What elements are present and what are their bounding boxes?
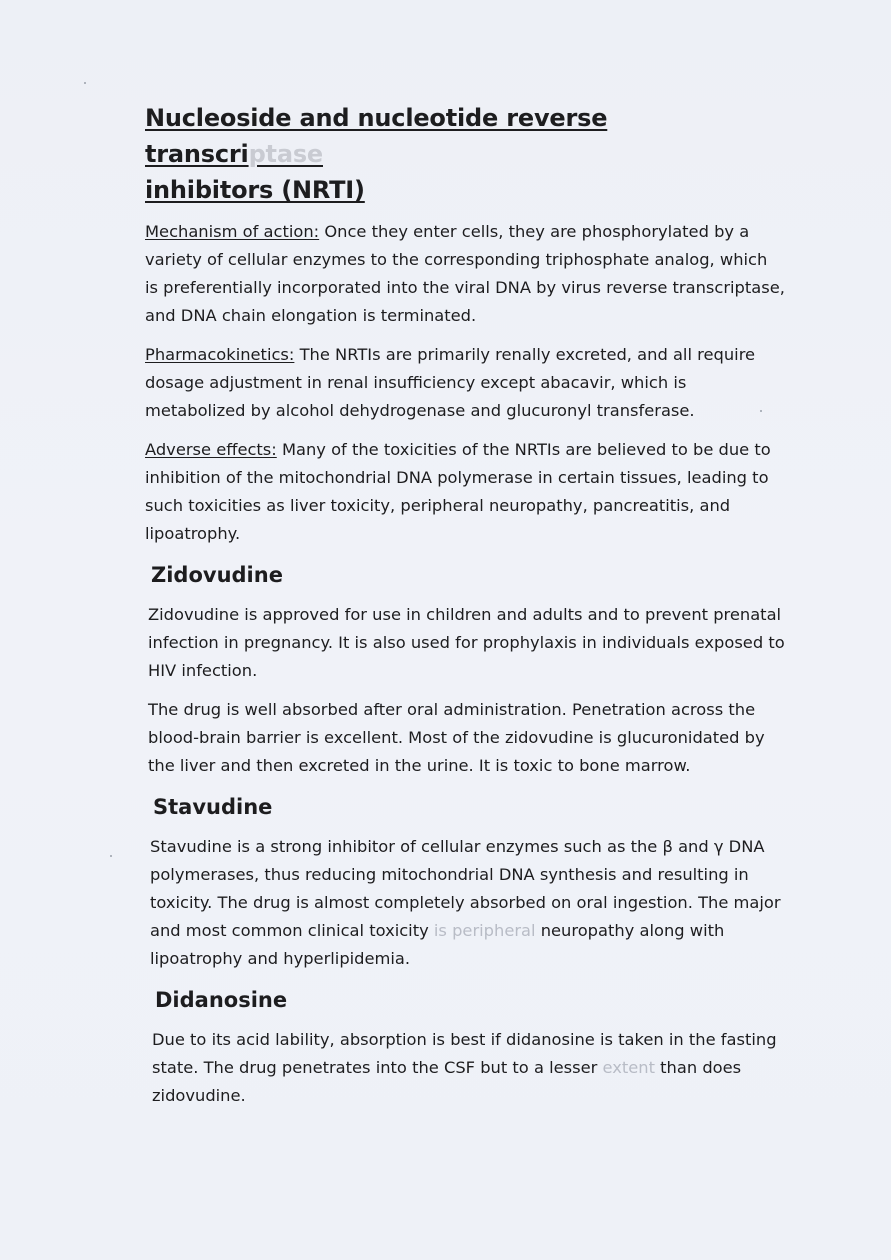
stavudine-text: Stavudine is a strong inhibitor of cellular enzymes such as the β and γ DNA polymerases, thus reducing mitochondrial DNA synthesis and resulting in toxicity. The drug is almost completely absorbed on oral ingestion. The major and most common clinical toxicity (150, 837, 781, 940)
mechanism-text: Once they enter cells, they are phosphorylated by a variety of cellular enzymes to the corresponding triphosphate analog, which is preferentially incorporated into the viral DNA by virus reverse transcriptase, and DNA chain elongation is terminated. (145, 222, 785, 325)
adverse-effects-text: Many of the toxicities of the NRTIs are believed to be due to inhibition of the mitochondrial DNA polymerase in certain tissues, leading to such toxicities as liver toxicity, peripheral neuropathy, pancreatitis, and lipoatrophy. (145, 440, 771, 543)
stavudine-text-end: neuropathy along with lipoatrophy and hyperlipidemia. (150, 921, 725, 968)
section-stavudine (150, 791, 785, 973)
didanosine-text-end: than does zidovudine. (152, 1058, 742, 1105)
title-line2: inhibitors (NRTI) (145, 176, 365, 204)
mechanism-label: Mechanism of action: (145, 222, 320, 241)
title-main: Nucleoside and nucleotide reverse transcri (145, 104, 608, 168)
zidovudine-paragraph-1: Zidovudine is approved for use in children and adults and to prevent prenatal infection in pregnancy. It is also used for prophylaxis in individuals exposed to HIV infection. (148, 605, 785, 680)
heading-didanosine: Didanosine (155, 988, 288, 1012)
zidovudine-paragraph-2: The drug is well absorbed after oral administration. Penetration across the blood-brain barrier is excellent. Most of the zidovudine is glucuronidated by the liver and then excreted in the urine. It is toxic to bone marrow. (148, 700, 765, 775)
mechanism-paragraph (145, 218, 785, 330)
adverse-effects-paragraph (145, 436, 785, 548)
pharmacokinetics-text: The NRTIs are primarily renally excreted, and all require dosage adjustment in renal insufficiency except abacavir, which is metabolized by alcohol dehydrogenase and glucuronyl transferase. (145, 345, 756, 420)
stavudine-paragraph (150, 833, 785, 973)
pharmacokinetics-label: Pharmacokinetics: (145, 345, 295, 364)
section-didanosine (152, 984, 785, 1110)
stavudine-faint-text: is peripheral (428, 921, 536, 940)
section-zidovudine (148, 559, 785, 780)
didanosine-text: Due to its acid lability, absorption is best if didanosine is taken in the fasting state. The drug penetrates into the CSF but to a lesser (152, 1030, 777, 1077)
title-faded: ptase (248, 140, 323, 168)
adverse-effects-label: Adverse effects: (145, 440, 277, 459)
didanosine-faint-text: extent (597, 1058, 655, 1077)
page-title (145, 100, 785, 208)
heading-stavudine: Stavudine (153, 795, 273, 819)
heading-zidovudine: Zidovudine (151, 563, 283, 587)
document-body (145, 100, 785, 1121)
didanosine-paragraph (152, 1026, 785, 1110)
pharmacokinetics-paragraph (145, 341, 785, 425)
